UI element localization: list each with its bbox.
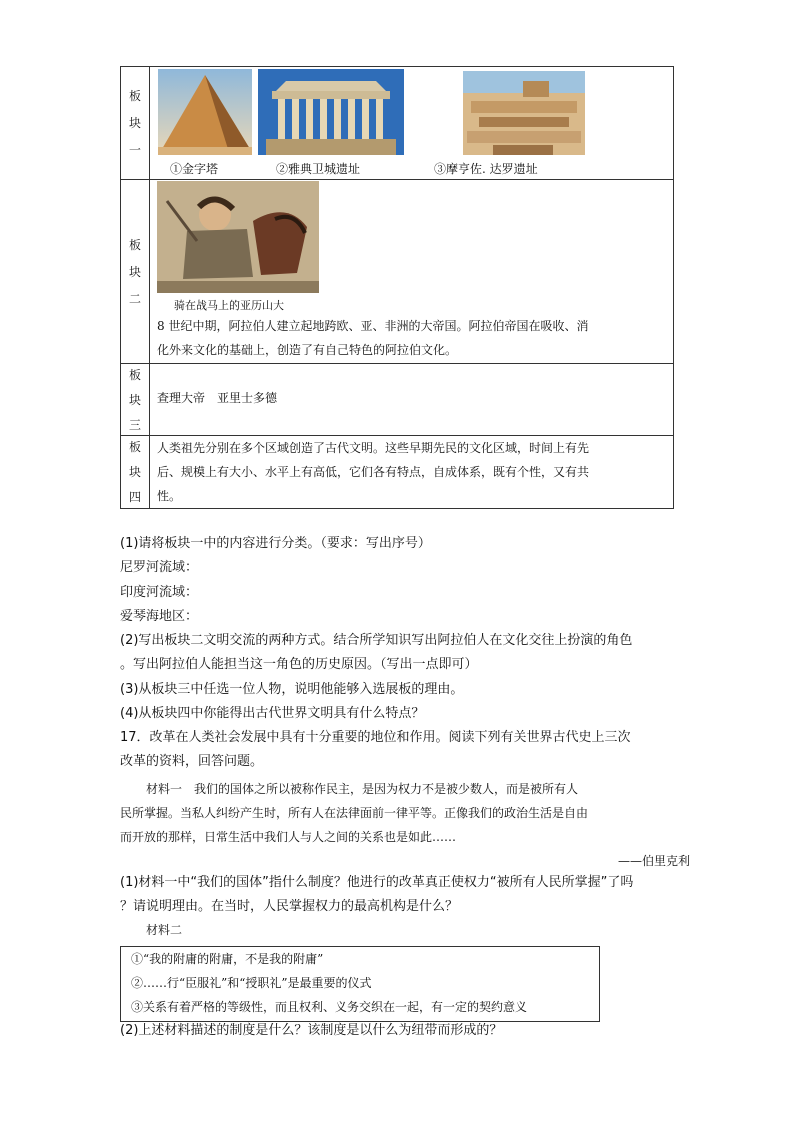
alexander-mosaic-image bbox=[157, 181, 319, 293]
material2-label: 材料二 bbox=[146, 923, 183, 937]
caption-mohenjo-daro: ③摩亨佐. 达罗遗址 bbox=[434, 162, 538, 176]
label-char: 一 bbox=[128, 143, 141, 157]
mohenjo-daro-image bbox=[463, 71, 585, 155]
q17-sub1-line2: ？请说明理由。在当时，人民掌握权力的最高机构是什么？ bbox=[120, 899, 459, 914]
exhibit-table bbox=[120, 66, 674, 509]
block4-line2: 后、规模上有大小、水平上有高低，它们各有特点，自成体系，既有个性，又有共 bbox=[157, 465, 590, 479]
block4-line3: 性。 bbox=[157, 489, 182, 503]
answer-line-nile: 尼罗河流域： bbox=[120, 560, 199, 575]
material2-item2: ②……行“臣服礼”和“授职礼”是最重要的仪式 bbox=[131, 976, 372, 990]
block2-line1: 8 世纪中期，阿拉伯人建立起地跨欧、亚、非洲的大帝国。阿拉伯帝国在吸收、消 bbox=[157, 319, 589, 333]
block3-text: 查理大帝 亚里士多德 bbox=[157, 391, 278, 405]
label-char: 三 bbox=[128, 418, 141, 432]
q17-stem-line2: 改革的资料，回答问题。 bbox=[120, 754, 264, 769]
q16-sub3: (3)从板块三中任选一位人物，说明他能够入选展板的理由。 bbox=[120, 682, 464, 697]
material2-box bbox=[120, 946, 600, 1022]
block2-text bbox=[157, 314, 588, 362]
label-char: 四 bbox=[128, 490, 141, 504]
label-char: 块 bbox=[128, 393, 141, 407]
material1-line3: 而开放的那样，日常生活中我们人与人之间的关系也是如此…… bbox=[120, 830, 457, 844]
material1-line2: 民所掌握。当私人纠纷产生时，所有人在法律面前一律平等。正像我们的政治生活是自由 bbox=[120, 806, 589, 820]
material2-item1: ①“我的附庸的附庸，不是我的附庸” bbox=[131, 952, 324, 966]
q16-sub1: (1)请将板块一中的内容进行分类。（要求：写出序号） bbox=[120, 536, 431, 551]
label-char: 二 bbox=[128, 292, 141, 306]
parthenon-image bbox=[258, 69, 404, 155]
q16-sub4: (4)从板块四中你能得出古代世界文明具有什么特点？ bbox=[120, 706, 425, 721]
pyramid-image bbox=[158, 69, 252, 155]
answer-line-indus: 印度河流域： bbox=[120, 585, 199, 600]
block4-cell bbox=[150, 436, 674, 509]
material2-item3: ③关系有着严格的等级性，而且权利、义务交织在一起，有一定的契约意义 bbox=[131, 1000, 528, 1014]
block4-line1: 人类祖先分别在多个区域创造了古代文明。这些早期先民的文化区域，时间上有先 bbox=[157, 441, 590, 455]
answer-line-aegean: 爱琴海地区： bbox=[120, 609, 199, 624]
q17-sub2: (2)上述材料描述的制度是什么？该制度是以什么为纽带而形成的？ bbox=[120, 1023, 503, 1038]
q17-sub1-line1: (1)材料一中“我们的国体”指什么制度？他进行的改革真正使权力“被所有人民所掌握”了吗 bbox=[120, 875, 634, 890]
caption-alexander: 骑在战马上的亚历山大 bbox=[174, 299, 284, 312]
material1-source: ——伯里克利 bbox=[618, 854, 691, 868]
label-char: 板 bbox=[128, 368, 141, 382]
q16-sub2-line1: (2)写出板块二文明交流的两种方式。结合所学知识写出阿拉伯人在文化交往上扮演的角色 bbox=[120, 633, 633, 648]
row-label-block2 bbox=[121, 180, 150, 364]
block4-text bbox=[157, 436, 589, 508]
block2-line2: 化外来文化的基础上，创造了有自己特色的阿拉伯文化。 bbox=[157, 343, 458, 357]
label-char: 板 bbox=[128, 89, 141, 103]
q16-sub2-line2: 。写出阿拉伯人能担当这一角色的历史原因。（写出一点即可） bbox=[120, 657, 478, 672]
material1-line1: 材料一 我们的国体之所以被称作民主，是因为权力不是被少数人，而是被所有人 bbox=[146, 782, 579, 796]
row-label-block1 bbox=[121, 67, 150, 180]
q17-stem-line1: 17．改革在人类社会发展中具有十分重要的地位和作用。阅读下列有关世界古代史上三次 bbox=[120, 730, 631, 745]
label-char: 板 bbox=[128, 440, 141, 454]
label-char: 块 bbox=[128, 465, 141, 479]
label-char: 板 bbox=[128, 238, 141, 252]
caption-pyramid: ①金字塔 bbox=[170, 162, 219, 176]
row-label-block3 bbox=[121, 364, 150, 436]
block2-cell bbox=[150, 180, 674, 364]
caption-parthenon: ②雅典卫城遗址 bbox=[276, 162, 361, 176]
row-label-block4 bbox=[121, 436, 150, 509]
label-char: 块 bbox=[128, 116, 141, 130]
block1-cell bbox=[150, 67, 674, 180]
block3-cell bbox=[150, 364, 674, 436]
label-char: 块 bbox=[128, 265, 141, 279]
